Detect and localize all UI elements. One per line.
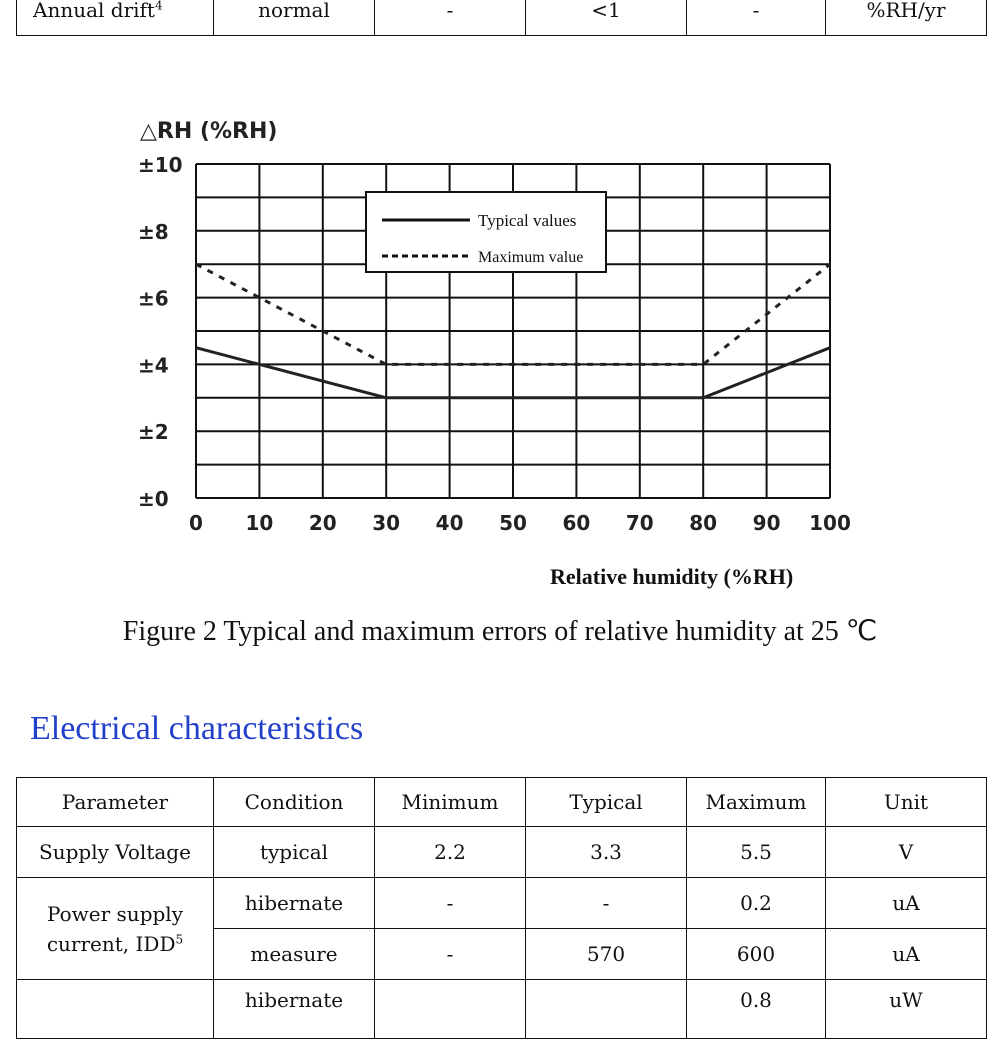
param-label: Annual drift xyxy=(33,0,155,22)
param-label: current, IDD xyxy=(46,931,176,956)
top-spec-table xyxy=(16,0,987,36)
x-tick-label: 0 xyxy=(189,511,203,535)
table-cell: - xyxy=(687,0,826,36)
table-row xyxy=(17,878,987,929)
x-tick-label: 100 xyxy=(809,511,851,535)
column-header: Parameter xyxy=(17,778,214,827)
table-cell: measure xyxy=(214,929,375,980)
table-cell xyxy=(17,980,214,1039)
table-cell: - xyxy=(375,878,526,929)
footnote-marker: 5 xyxy=(175,931,184,946)
table-cell: <1 xyxy=(526,0,687,36)
footnote-marker: 4 xyxy=(154,0,163,13)
table-cell: 0.2 xyxy=(687,878,826,929)
column-header: Minimum xyxy=(375,778,526,827)
chart-legend xyxy=(366,192,606,272)
table-cell xyxy=(17,878,214,980)
table-header-row xyxy=(17,778,987,827)
table-cell: V xyxy=(826,827,987,878)
legend-entry-maximum: Maximum value xyxy=(478,249,584,266)
x-tick-label: 60 xyxy=(562,511,591,535)
table-cell: uA xyxy=(826,878,987,929)
cell-text: hibernate xyxy=(244,988,344,1012)
table-cell: %RH/yr xyxy=(826,0,987,36)
table-cell: uA xyxy=(826,929,987,980)
param-label: Power supply xyxy=(46,901,183,926)
x-tick-label: 70 xyxy=(625,511,654,535)
y-tick-label: ±2 xyxy=(138,420,169,445)
table-cell: 2.2 xyxy=(375,827,526,878)
y-tick-label: ±0 xyxy=(138,487,169,511)
table-cell: 3.3 xyxy=(526,827,687,878)
y-axis-label: △RH (%RH) xyxy=(140,119,278,144)
y-tick-label: ±4 xyxy=(138,353,169,378)
table-row xyxy=(17,827,987,878)
x-tick-label: 20 xyxy=(308,511,337,535)
column-header: Maximum xyxy=(687,778,826,827)
x-tick-label: 30 xyxy=(372,511,401,535)
table-row xyxy=(17,0,987,36)
legend-entry-typical: Typical values xyxy=(478,211,577,230)
table-cell: - xyxy=(526,878,687,929)
table-cell: - xyxy=(375,0,526,36)
x-tick-label: 50 xyxy=(499,511,527,535)
section-heading: Electrical characteristics xyxy=(30,710,364,747)
column-header: Unit xyxy=(826,778,987,827)
table-cell: normal xyxy=(214,0,375,36)
x-tick-label: 80 xyxy=(689,511,718,535)
table-cell xyxy=(375,980,526,1039)
x-tick-label: 10 xyxy=(245,511,274,535)
column-header: Typical xyxy=(526,778,687,827)
column-header: Condition xyxy=(214,778,375,827)
table-cell xyxy=(17,0,214,36)
table-cell xyxy=(687,980,826,1039)
y-tick-label: ±6 xyxy=(138,286,169,311)
x-tick-label: 40 xyxy=(435,511,464,535)
cell-text: uW xyxy=(889,988,923,1012)
x-tick-label: 90 xyxy=(752,511,781,535)
y-tick-label: ±10 xyxy=(138,153,183,177)
table-cell: typical xyxy=(214,827,375,878)
table-cell: 600 xyxy=(687,929,826,980)
table-cell: 570 xyxy=(526,929,687,980)
table-cell xyxy=(826,980,987,1039)
table-cell: hibernate xyxy=(214,878,375,929)
table-cell: Supply Voltage xyxy=(17,827,214,878)
figure-caption: Figure 2 Typical and maximum errors of relative humidity at 25 ℃ xyxy=(122,616,878,647)
table-row xyxy=(17,980,987,1039)
cell-text: 0.8 xyxy=(740,988,772,1012)
table-cell: - xyxy=(375,929,526,980)
y-tick-label: ±8 xyxy=(138,219,169,244)
table-cell xyxy=(526,980,687,1039)
x-axis-label: Relative humidity (%RH) xyxy=(550,564,794,589)
table-cell xyxy=(214,980,375,1039)
table-cell: 5.5 xyxy=(687,827,826,878)
humidity-error-chart xyxy=(130,100,870,540)
